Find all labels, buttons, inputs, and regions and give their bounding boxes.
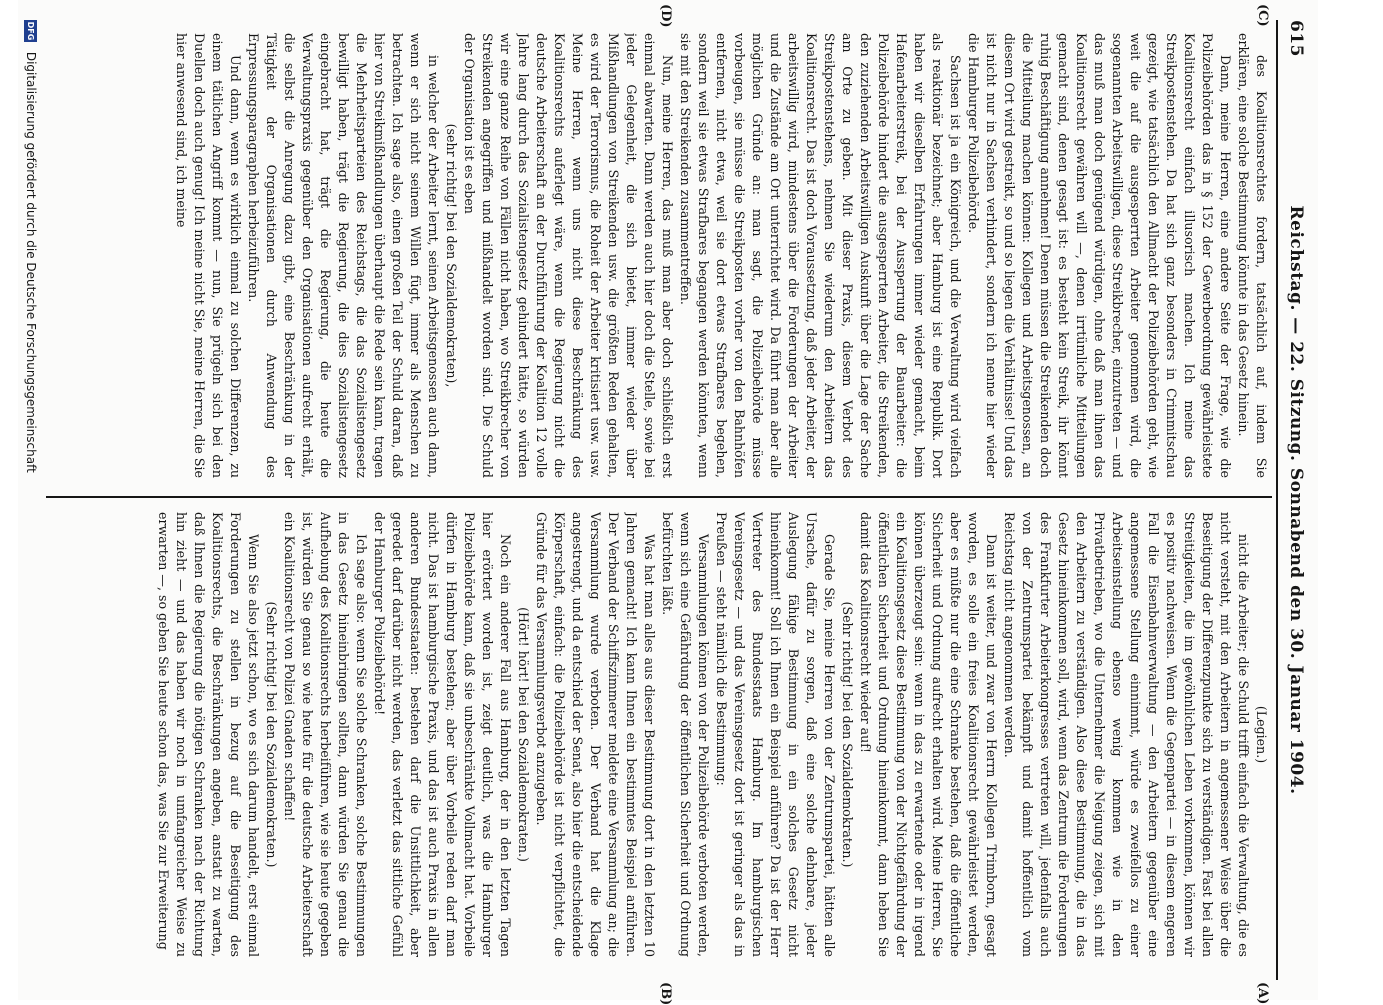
paragraph: Sachsen ist ja ein Königreich, und die Verwaltung wird vielfach als reaktionär bezeichnet; aber Hamburg ist eine Republik. Dort haben wir dieselben Erfahrungen immer wieder gemacht, beim Hafenarbeiterstreik, bei der Aussperrung der Bauarbeiter: die Polizeibehörde hindert die ausgesperrten Arbeiter, die Streikenden, den zuziehenden Arbeitswilligen Auskunft über die Lage der Sache am Orte zu geben. Mit dieser Praxis, diesem Verbot des Streikpostenstehens, nehmen Sie wiederum den Arbeitern das Koalitionsrecht. Das ist doch Voraussetzung, daß jeder Arbeiter, der arbeitswillig wird, mindestens über die Forderungen der Arbeiter und die Zustände am Ort unterrichtet wird. Da führt man aber alle möglichen Gründe an: man sagt, die Polizeibehörde müsse vorbeugen, sie müsse die Streikposten vorher von den Bahnhöfen entfernen, nicht etwa, weil sie dort etwas Strafbares begehen, sondern weil sie etwas Strafbares begangen werden könnten, wenn sie mit den Streikenden zusammentreffen. bbox=[678, 33, 963, 478]
interjection: (Hört! hört! bei den Sozialdemokraten.) bbox=[516, 607, 531, 862]
paragraph: des Koalitionsrechtes fordern, tatsächlich auf, indem Sie erklären, eine solche Bestimmung könnte in das Gesetz hinein. bbox=[1236, 33, 1269, 478]
page-title: Reichstag. — 22. Sitzung. Sonnabend den 30. Januar 1904. bbox=[1286, 205, 1306, 795]
paragraph: Gerade Sie, meine Herren von der Zentrumspartei, hätten alle Ursache, dafür zu sorgen, daß eine solche dehnbare, jeder Auslegung fähige Bestimmung in ein solches Gesetz nicht hineinkommt! Soll ich Ihnen ein Beispiel anführen? Da ist der Herr Vertreter des Bundesstaats Hamburg. Im hamburgischen Vereinsgesetz — und das Vereinsgesetz dort ist geringer als das in Preußen — steht nämlich die Bestimmung: bbox=[714, 512, 837, 957]
page-header bbox=[1280, 20, 1310, 980]
paragraph: Nun, meine Herren, das muß man aber doch schließlich erst einmal abwarten. Dann werden auch hier doch die Stelle, sowie bei jeder Gelegenheit, die sich bietet, immer wieder über Mißhandlungen von Streikenden usw. die größten Reden gehalten, es wird der Terrorismus, die Roheit der Arbeiter kritisiert usw. usw. Meine Herren, wenn uns nicht diese Beschränkung des Koalitionsrechts auferlegt wäre, wenn die Regierung nicht die deutsche Arbeiterschaft an der Durchführung der Koalition 12 volle Jahre lang durch das Sozialistengesetz gehindert hätte, so würden wir eine ganze Reihe von Fällen nicht haben, wo Streikbrecher von Streikenden angegriffen und mißhandelt worden sind. Die Schuld der Organisation ist es eben bbox=[462, 33, 675, 478]
paragraph: Dann ist weiter, und zwar von Herrn Kollegen Trimborn, gesagt worden, es solle ein freies Koalitionsrecht gewährleistet werden, aber es müßte nur die eine Schranke bestehen, daß die öffentliche Sicherheit und Ordnung aufrecht erhalten wird. Meine Herren, Sie können überzeugt sein: wenn in das zu erwartende oder in irgend ein Koalitionsgesetz diese Bestimmung von der Nichtgefährdung der öffentlichen Sicherheit und Ordnung hineinkommt, dann heben Sie damit das Koalitionsrecht wieder auf! bbox=[858, 512, 999, 957]
digitization-credit: Digitalisierung gefördert durch die Deutsche Forschungsgemeinschaft bbox=[24, 51, 38, 473]
paragraph: Was hat man alles aus dieser Bestimmung dort in den letzten 10 Jahren gemacht! Ich kann Ihnen ein bestimmtes Beispiel anführen. Der Verband der Schiffszimmerer meldete eine Versammlung an; die Versammlung wurde verboten. Der Verband hat die Klage angestrengt, und da entschied der Senat, also hier die entscheidende Körperschaft, einfach: die Polizeibehörde ist nicht verpflichtet, die Gründe für das Versammlungsverbot anzugeben. bbox=[534, 512, 657, 957]
text-column-right-half bbox=[48, 33, 1270, 478]
quoted-regulation: Versammlungen können von der Polizeibehörde verboten werden, wenn sich eine Gefährdung der öffentlichen Sicherheit und Ordnung befürchten läßt. bbox=[660, 512, 711, 957]
header-rule bbox=[1276, 20, 1278, 980]
scanned-page bbox=[18, 0, 1318, 1005]
margin-marker-d: (D) bbox=[658, 4, 673, 28]
margin-marker-b: (B) bbox=[658, 982, 673, 1005]
paragraph: Wenn Sie also jetzt schon, wo es sich darum handelt, erst einmal Forderungen zu stellen in bezug auf die Beseitigung des Koalitionsrechts, die Beschränkungen angeben, anstatt zu warten, daß Ihnen die Regierung die nötigen Schranken nach der Richtung hin zieht — und das haben wir noch in umfangreicher Weise zu erwarten —, so geben Sie heute schon das, was Sie zur Erweiterung bbox=[156, 512, 261, 957]
page-number: 615 bbox=[1286, 20, 1306, 57]
interjection: (sehr richtig! bei den Sozialdemokraten), bbox=[444, 123, 459, 388]
speaker-name: (Legien.) bbox=[1254, 705, 1269, 764]
paragraph: Noch ein anderer Fall aus Hamburg, der in den letzten Tagen hier erörtert worden ist, zeigt deutlich, was die Hamburger Polizeibehörde kann, daß sie unbeschränkte Vollmacht hat. Vorbeile dürfen in Hamburg bestehen; aber über Vorbeile reden darf man nicht. Das ist hamburgische Praxis, und das ist auch Praxis in allen anderen Bundesstaaten: bestehen darf die Unsittlichkeit, aber geredet darf darüber nicht werden, das verletzt das sittliche Gefühl der Hamburger Polizeibehörde! bbox=[372, 512, 513, 957]
paragraph: Ich sage also: wenn Sie solche Schranken, solche Bestimmungen in das Gesetz hineinbringen sollten, dann würden Sie genau die Aufhebung des Koalitionsrechts herbeiführen, wie sie heute gegeben ist, würden Sie genau so wie heute für die deutsche Arbeiterschaft ein Koalitionsrecht von Polizei Gnaden schaffen! bbox=[282, 512, 369, 957]
column-divider bbox=[46, 496, 1272, 498]
paragraph: Dann, meine Herren, eine andere Seite der Frage, wie die Polizeibehörden das in § 152 der Gewerbeordnung gewährleistete Koalitionsrecht einfach illusorisch machen. Ich meine das Streikpostenstehen. Da hat sich ganz besonders in Crimmitschau gezeigt, wie tatsächlich den Allmacht der Polizeibehörden geht, wie weit die auf die ausgesperrten Arbeiter genommen wird, die sogenannten Arbeitswilligen, diese Streikbrecher, einzutreten — und das muß man doch genügend würdigen, ohne daß man ihnen das Koalitionsrecht gewähren will —, denen irrtümliche Mitteilungen gemacht sind, denen gesagt ist: es besteht kein Streik, ihr könnt ruhig Beschäftigung annehmen! Denen müssen die Streikenden doch die Mitteilung machen können: Kollegen und Arbeitsgenossen, an diesem Ort wird gestreikt, so und so liegen die Verhältnisse! Und das ist nicht nur in Sachsen verhindert, sondern ich nenne hier wieder die Hamburger Polizeibehörde. bbox=[966, 33, 1233, 478]
margin-marker-a: (A) bbox=[1255, 982, 1270, 1005]
dfg-logo: DFG bbox=[26, 21, 35, 41]
digitization-footer bbox=[20, 20, 38, 980]
paragraph: nicht die Arbeiter; die Schuld trifft einfach die Verwaltung, die es nicht versteht, mit den Arbeitern in angemessener Weise über die Beseitigung der Differenzpunkte sich zu verständigen. Fast bei allen Streitigkeiten, die im gewöhnlichen Leben vorkommen, können wir es positiv nachweisen. Wenn die Gegenpartei — in diesem engeren Fall die Eisenbahnverwaltung — den Arbeitern gegenüber eine angemessene Stellung einnimmt, würde es zweifellos zu einer Arbeitseinstellung ebenso wenig kommen wie in den Privatbetrieben, wo die Unternehmer die Neigung zeigen, sich mit den Arbeitern zu verständigen. Also diese Bestimmung, die in das Gesetz hineinkommen soll, wird, wenn das Zentrum die Forderungen des Frankfurter Arbeiterkongresses vertreten will, jedenfalls auch von der Zentrumspartei bekämpft und damit hoffentlich vom Reichstag nicht angenommen werden. bbox=[1002, 512, 1251, 957]
paragraph: in welcher der Arbeiter lernt, seinen Arbeitsgenossen auch dann, wenn er sich nicht seinem Willen fügt, immer als Menschen zu betrachten. Ich sage also, einen großen Teil der Schuld daran, daß hier von Streikmißhandlungen überhaupt die Rede sein kann, tragen die Mehrheitsparteien des Reichstags, die das Sozialistengesetz bewilligt haben, trägt die Regierung, die dies Sozialistengesetz eingebracht hat, trägt die Regierung, die heute die Verwaltungspraxis gegenüber den Organisationen aufrecht erhält, die selbst die Anregung dazu gibt, eine Beschränkung in der Tätigkeit der Organisationen durch Anwendung des Erpressungsparagraphen herbeizuführen. bbox=[246, 33, 441, 478]
interjection: (Sehr richtig! bei den Sozialdemokraten.) bbox=[840, 601, 855, 868]
interjection: (Sehr richtig! bei den Sozialdemokraten.) bbox=[264, 601, 279, 868]
text-column-left-half bbox=[48, 512, 1270, 957]
paragraph: Und dann, wenn es wirklich einmal zu solchen Differenzen, zu einem tätlichen Angriff kommt — nun, Sie prügeln sich bei den Duellen doch auch genug! Ich meine nicht Sie, meine Herren, die Sie hier anwesend sind, ich meine bbox=[174, 33, 243, 478]
margin-marker-c: (C) bbox=[1255, 4, 1270, 27]
